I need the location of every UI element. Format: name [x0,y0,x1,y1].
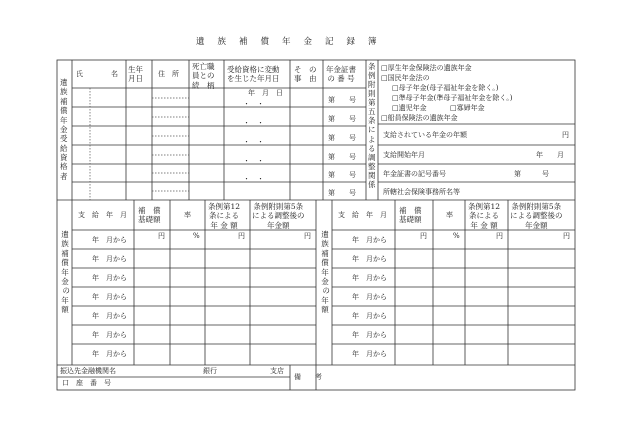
field-cert-symbol: 年金証書の記号番号 [383,170,446,178]
beneficiary-side-label: 遺 族 補 償 年 金 受 給 資 格 者 [60,78,68,181]
row-dots: ・ ・ [243,119,264,127]
period-from: 年 月から [92,331,127,339]
period-from: 年 月から [92,350,127,358]
period-from: 年 月から [352,255,387,263]
annual-amount-side-label: 遺 族 補 償 年 金 の 年 額 [61,230,70,314]
header-art12: 条例第12 条による 年 金 額 [208,202,241,230]
field-start-date-unit: 年 月 [536,151,564,159]
header-base: 補 償 基礎額 [399,206,422,225]
period-from: 年 月から [352,350,387,358]
header-change-date: 受給資格に変動 を生じた年月日 [227,65,280,84]
bank-label: 振込先金融機関名 [60,367,116,375]
header-name: 氏 名 [76,70,118,78]
bank-unit: 銀行 [203,367,217,375]
period-from: 年 月から [92,274,127,282]
header-period: 支 給 年 月 [78,211,127,219]
unit-yen: 円 [304,232,311,240]
unit-percent: % [453,232,460,240]
period-from: 年 月から [352,312,387,320]
cert-no-cell: 第 号 [328,96,356,104]
row-dots: ・ ・ [243,157,264,165]
option-boshi: □母子年金(母子福祉年金を除く。) [392,84,499,92]
period-from: 年 月から [352,274,387,282]
header-adj: 条例附則第5条 による調整後の 年金額 [510,202,563,230]
adjustment-side-label: 条 例 附 則 第 五 条 に よ る 調 整 関 係 [368,62,376,189]
field-annual-amount-unit: 円 [562,131,569,139]
unit-yen: 円 [563,232,570,240]
row-dots: ・ ・ [243,138,264,146]
header-address: 住 所 [158,70,179,78]
header-period: 支 給 年 月 [338,211,387,219]
cert-no-cell: 第 号 [328,115,356,123]
unit-percent: % [193,232,200,240]
cert-no-cell: 第 号 [328,153,356,161]
unit-yen: 円 [496,232,503,240]
cert-no-cell: 第 号 [328,134,356,142]
field-office-name: 所轄社会保険事務所名等 [383,188,460,196]
unit-yen: 円 [238,232,245,240]
header-base: 補 償 基礎額 [138,206,161,225]
row-dots: ・ ・ [243,100,264,108]
unit-yen: 円 [158,232,165,240]
unit-yen: 円 [420,232,427,240]
page-title: 遺族補償年金記録簿 [196,37,390,47]
option-kafu: □寡婦年金 [450,104,485,112]
period-from: 年 月から [352,331,387,339]
cert-no-cell: 第 号 [328,189,356,197]
cert-no-cell: 第 号 [328,171,356,179]
period-from: 年 月から [92,312,127,320]
row-dots: ・ ・ [243,175,264,183]
period-from: 年 月から [92,293,127,301]
header-relation: 死亡職 員との 続 柄 [192,62,215,90]
option-junboshi: □準母子年金(準母子福祉年金を除く。) [392,94,513,102]
account-label: 口 座 番 号 [62,379,111,387]
option-iji: □遺児年金 [392,104,427,112]
header-rate: 率 [184,211,191,219]
date-units: 年 月 日 [248,89,283,97]
branch-unit: 支店 [270,367,284,375]
header-cert-no: 年金証書 の 番 号 [326,65,356,84]
field-cert-symbol-unit: 第 号 [514,170,549,178]
field-annual-amount: 支給されている年金の年額 [383,131,467,139]
header-rate: 率 [446,211,453,219]
period-from: 年 月から [352,293,387,301]
period-from: 年 月から [92,236,127,244]
header-reason: そ の 事 由 [294,65,317,84]
header-birth: 生年 月日 [128,65,143,84]
option-senin: □船員保険法の遺族年金 [381,114,458,122]
annual-amount-side-label: 遺 族 補 償 年 金 の 年 額 [321,230,330,314]
remarks-label: 備 考 [294,373,322,381]
period-from: 年 月から [352,236,387,244]
period-from: 年 月から [92,255,127,263]
option-kokumin: □国民年金法の [381,74,430,82]
field-start-date: 支給開始年月 [383,151,425,159]
option-kosei: □厚生年金保険法の遺族年金 [381,64,472,72]
header-adj: 条例附則第5条 による調整後の 年金額 [252,202,305,230]
header-art12: 条例第12 条による 年 金 額 [468,202,501,230]
